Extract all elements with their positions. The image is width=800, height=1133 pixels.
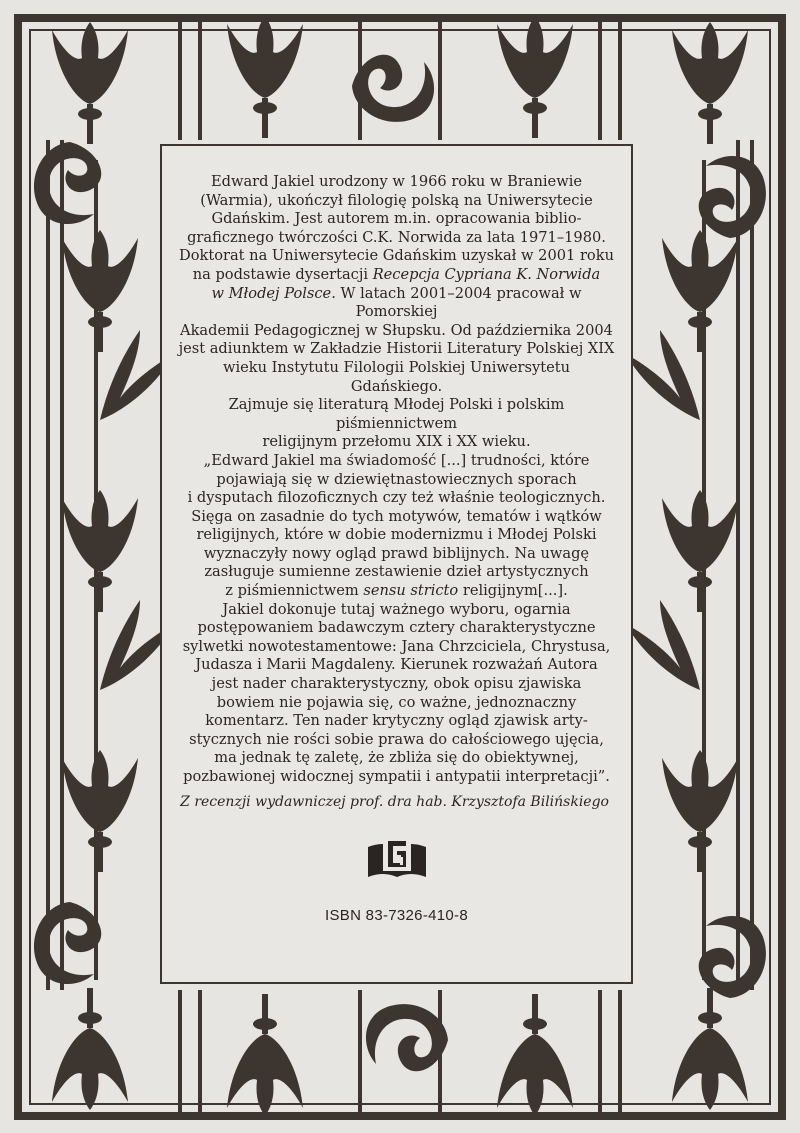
bio-line: W latach 2001–2004 pracował w Pomorskiej xyxy=(335,284,582,321)
bio-line: na podstawie dysertacji xyxy=(192,265,373,283)
review-line: jest nader charakterystyczny, obok opisu zjawiska xyxy=(211,675,582,693)
review-line: pozbawionej widocznej sympatii i antypatii interpretacji”. xyxy=(183,768,610,785)
review-source: Z recenzji wydawniczej prof. dra hab. Krzysztofa Bilińskiego xyxy=(180,793,609,810)
review-line: zasługuje sumienne zestawienie dzieł artystycznych xyxy=(204,563,589,581)
review-line: ma jednak tę zaletę, że zbliża się do obiektywnej, xyxy=(214,749,579,767)
review-line: sylwetki nowotestamentowe: Jana Chrzciciela, Chrystusa, xyxy=(182,637,611,655)
review-latin-phrase: sensu stricto xyxy=(363,582,459,600)
bio-line: Zajmuje się literaturą Młodej Polski i polskim piśmiennictwem xyxy=(228,396,565,432)
bio-line: (Warmia), ukończył filologię polską na Uniwersytecie xyxy=(200,191,593,209)
review-line: Judasza i Marii Magdaleny. Kierunek rozważań Autora xyxy=(195,656,598,674)
review-line: komentarz. Ten nader krytyczny ogląd zjawisk arty- xyxy=(205,712,588,730)
bio-line: wieku Instytutu Filologii Polskiej Uniwersytetu Gdańskiego. xyxy=(222,358,571,395)
review-line: religijnym[...]. xyxy=(458,582,568,600)
review-line: z piśmiennictwem xyxy=(225,582,364,600)
review-line: „Edward Jakiel ma świadomość [...] trudności, które xyxy=(203,451,590,469)
text-panel xyxy=(160,144,633,984)
bio-line: Gdańskim. Jest autorem m.in. opracowania biblio- xyxy=(211,210,582,228)
review-line: pojawiają się w dziewiętnastowiecznych sporach xyxy=(216,470,577,488)
review-line: bowiem nie pojawia się, co ważne, jednoznaczny xyxy=(216,693,577,711)
review-line: wyznaczyły nowy ogląd prawd biblijnych. Na uwagę xyxy=(203,544,590,562)
review-line: religijnych, które w dobie modernizmu i Młodej Polski xyxy=(196,526,597,544)
dissertation-title: Recepcja Cypriana K. Norwida xyxy=(372,265,601,283)
review-line: i dysputach filozoficznych czy też właśnie teologicznych. xyxy=(187,489,606,507)
review-line: postępowaniem badawczym cztery charakterystyczne xyxy=(197,619,596,637)
publisher-book-logo-icon xyxy=(366,833,428,881)
bio-line: jest adiunktem w Zakładzie Historii Literatury Polskiej XIX xyxy=(178,340,615,358)
bio-line: Akademii Pedagogicznej w Słupsku. Od października 2004 xyxy=(180,321,613,339)
review-line: Sięga on zasadnie do tych motywów, tematów i wątków xyxy=(191,507,602,525)
bio-line: Edward Jakiel urodzony w 1966 roku w Braniewie xyxy=(211,173,582,190)
review-line: Jakiel dokonuje tutaj ważnego wyboru, ogarnia xyxy=(222,600,571,618)
author-bio xyxy=(178,173,615,452)
review-line: stycznych nie rości sobie prawa do całościowego ujęcia, xyxy=(189,730,604,748)
review-quote xyxy=(178,452,615,787)
isbn-number: ISBN 83-7326-410-8 xyxy=(325,907,468,925)
bio-line: graficznego twórczości C.K. Norwida za lata 1971–1980. xyxy=(187,228,606,246)
dissertation-title-cont: w Młodej Polsce. xyxy=(211,284,336,302)
bio-line: Doktorat na Uniwersytecie Gdańskim uzyskał w 2001 roku xyxy=(179,247,614,265)
bio-line: religijnym przełomu XIX i XX wieku. xyxy=(262,433,531,451)
